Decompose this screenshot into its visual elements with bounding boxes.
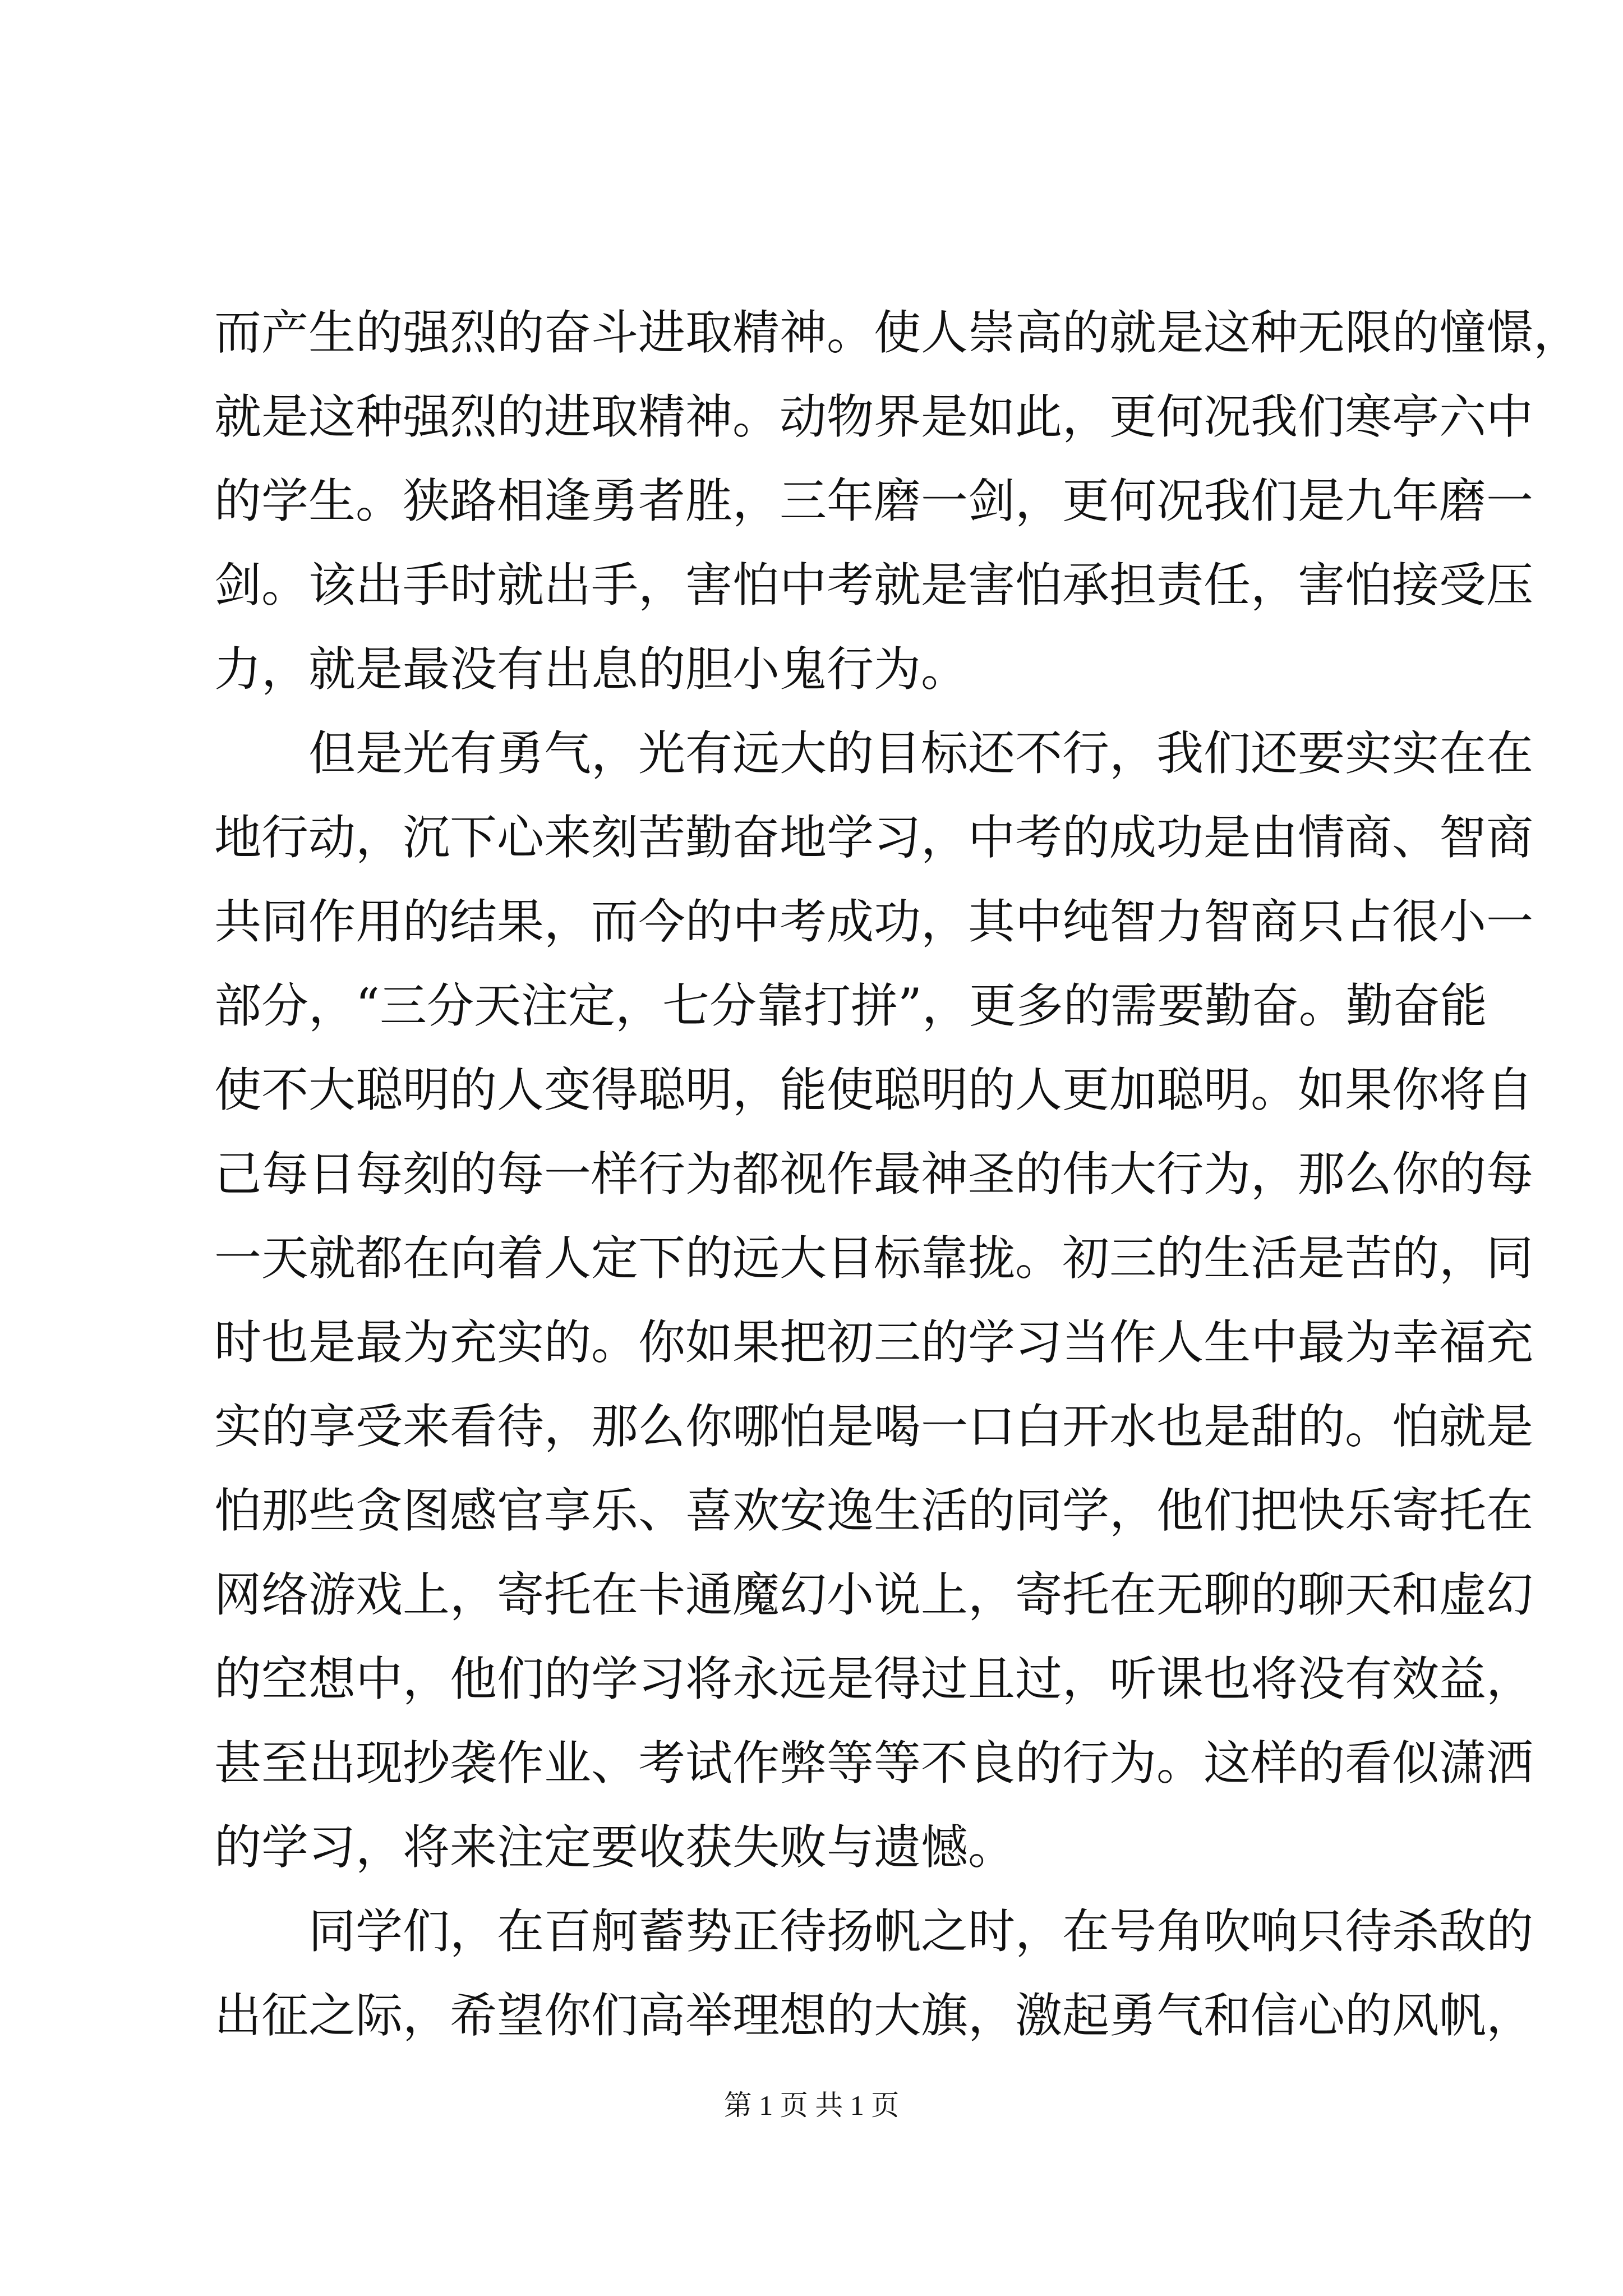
body-text bbox=[214, 291, 1581, 2058]
text-line: 就是这种强烈的进取精神。动物界是如此，更何况我们寒亭六中 bbox=[214, 389, 1534, 444]
text-line: 而产生的强烈的奋斗进取精神。使人崇高的就是这种无限的憧憬， bbox=[214, 305, 1581, 360]
text-line: 网络游戏上，寄托在卡通魔幻小说上，寄托在无聊的聊天和虚幻 bbox=[214, 1567, 1534, 1622]
text-line: 怕那些贪图感官享乐、喜欢安逸生活的同学，他们把快乐寄托在 bbox=[214, 1483, 1534, 1538]
text-line: 的学习，将来注定要收获失败与遗憾。 bbox=[214, 1820, 1016, 1875]
text-line: 但是光有勇气，光有远大的目标还不行，我们还要实实在在 bbox=[214, 726, 1534, 781]
text-line: 时也是最为充实的。你如果把初三的学习当作人生中最为幸福充 bbox=[214, 1315, 1534, 1370]
text-line: 剑。该出手时就出手，害怕中考就是害怕承担责任，害怕接受压 bbox=[214, 558, 1534, 613]
text-line: 实的享受来看待，那么你哪怕是喝一口白开水也是甜的。怕就是 bbox=[214, 1399, 1534, 1454]
text-line: 一天就都在向着人定下的远大目标靠拢。初三的生活是苦的，同 bbox=[214, 1231, 1534, 1286]
text-line: 使不大聪明的人变得聪明，能使聪明的人更加聪明。如果你将自 bbox=[214, 1062, 1534, 1117]
text-line: 己每日每刻的每一样行为都视作最神圣的伟大行为，那么你的每 bbox=[214, 1147, 1534, 1202]
text-line: 同学们，在百舸蓄势正待扬帆之时，在号角吹响只待杀敌的 bbox=[214, 1904, 1534, 1959]
text-line: 甚至出现抄袭作业、考试作弊等等不良的行为。这样的看似潇洒 bbox=[214, 1736, 1534, 1791]
text-line: 地行动，沉下心来刻苦勤奋地学习，中考的成功是由情商、智商 bbox=[214, 810, 1534, 865]
text-line: 共同作用的结果，而今的中考成功，其中纯智力智商只占很小一 bbox=[214, 894, 1534, 949]
page-footer: 第 1 页 共 1 页 bbox=[723, 2090, 900, 2121]
text-line: 的空想中，他们的学习将永远是得过且过，听课也将没有效益， bbox=[214, 1651, 1534, 1706]
text-line: 力，就是最没有出息的胆小鬼行为。 bbox=[214, 642, 969, 697]
text-line: 出征之际，希望你们高举理想的大旗，激起勇气和信心的风帆， bbox=[214, 1988, 1534, 2043]
text-line: 部分，“三分天注定，七分靠打拼”，更多的需要勤奋。勤奋能 bbox=[214, 978, 1487, 1033]
text-line: 的学生。狭路相逢勇者胜，三年磨一剑，更何况我们是九年磨一 bbox=[214, 473, 1534, 528]
